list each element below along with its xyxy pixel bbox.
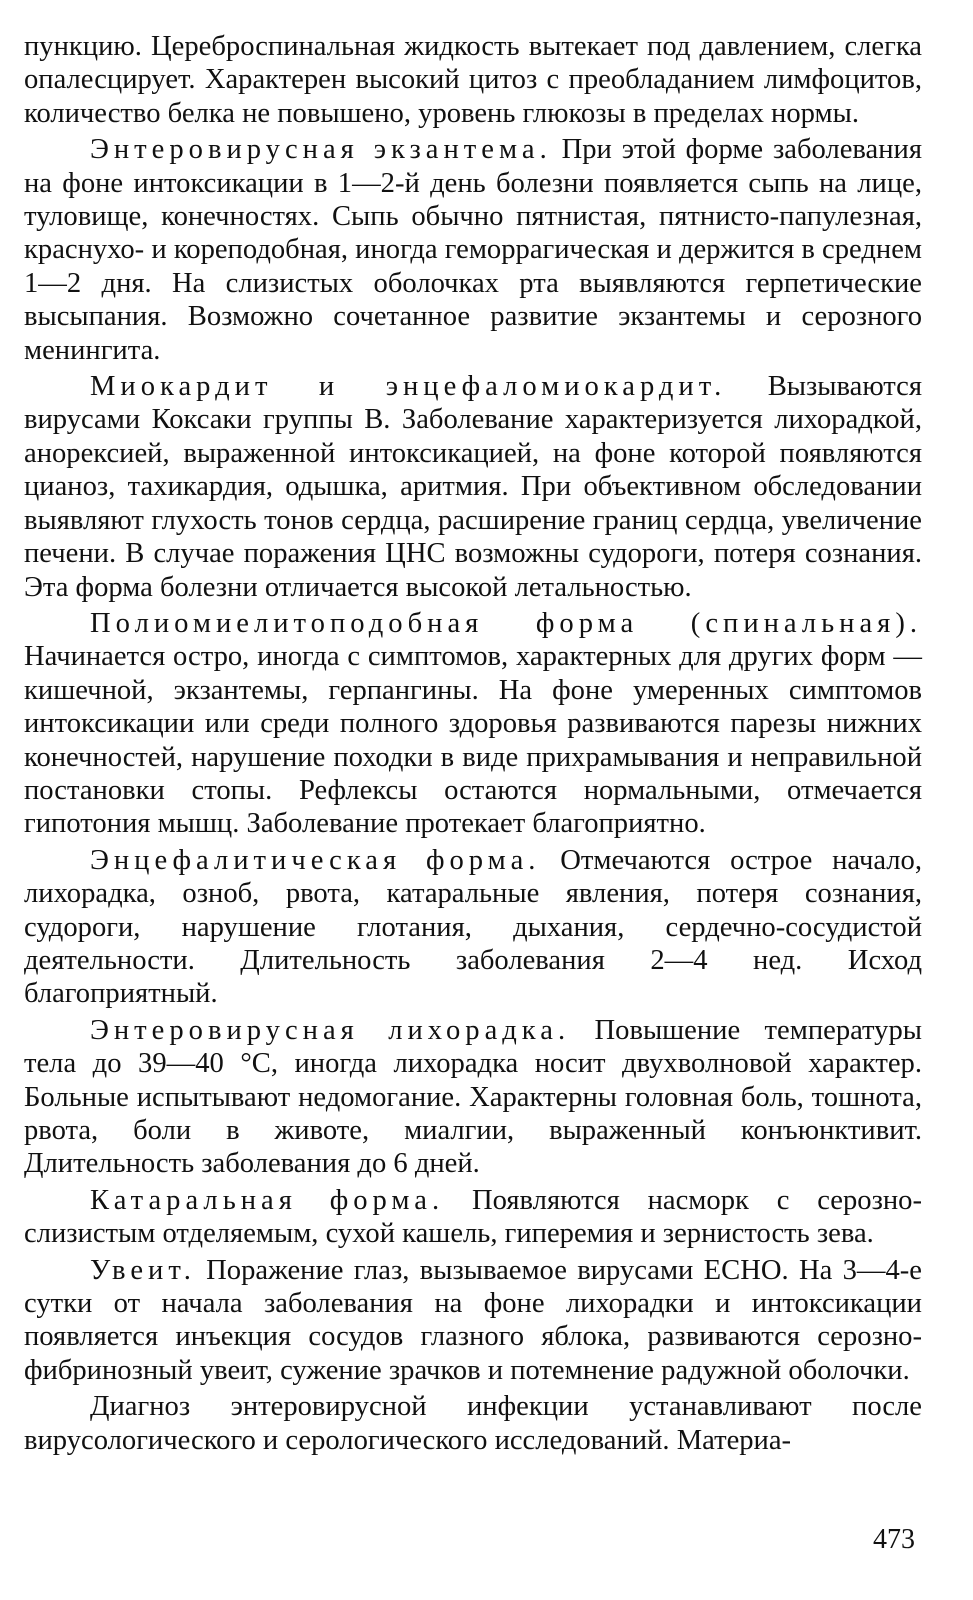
paragraph-text: Начинается остро, иногда с симптомов, характерных для других форм — кишечной, экзантемы, герпангины. На фоне умеренных симптомов интоксикации или среди полного здоровья развиваются парезы нижних конечностей, нарушение походки в виде прихрамывания и неправильной постановки стопы. Рефлексы остаются нормальными, отмечается гипотония мышц. Заболевание протекает благоприятно. <box>24 641 922 840</box>
paragraph-term: Энтеровирусная лихорадка. <box>90 1014 571 1046</box>
paragraph-catarrhal <box>24 1184 922 1251</box>
paragraph-csf-continuation <box>24 30 922 130</box>
paragraph-diagnosis <box>24 1390 922 1457</box>
paragraph-poliomyelitis-like <box>24 607 922 841</box>
paragraph-text: Диагноз энтеровирусной инфекции устанавливают после вирусологического и серологического исследований. Материа- <box>24 1391 922 1456</box>
paragraph-term: Энцефалитическая форма. <box>90 844 541 876</box>
paragraph-term: Катаральная форма. <box>90 1184 445 1216</box>
page-number: 473 <box>873 1524 915 1555</box>
paragraph-enteroviral-exanthema <box>24 133 922 367</box>
page-body <box>24 30 922 1457</box>
paragraph-myocarditis <box>24 370 922 604</box>
paragraph-encephalitic <box>24 844 922 1011</box>
paragraph-uveitis <box>24 1254 922 1388</box>
paragraph-text: пункцию. Цереброспинальная жидкость вытекает под давлением, слегка опалесцирует. Характерен высокий цитоз с преобладанием лимфоцитов, количество белка не повышено, уровень глюкозы в пределах нормы. <box>24 31 922 129</box>
paragraph-text: Появляются насморк с серозно-слизистым отделяемым, сухой кашель, гиперемия и зернистость зева. <box>24 1184 922 1250</box>
paragraph-text: При этой форме заболевания на фоне интоксикации в 1—2-й день болезни появляется сыпь на лице, туловище, конечностях. Сыпь обычно пятнистая, пятнисто-папулезная, краснухо- и кореподобная, иногда геморрагическая и держится в среднем 1—2 дня. На слизистых оболочках рта выявляются герпетические высыпания. Возможно сочетанное развитие экзантемы и серозного менингита. <box>24 134 922 366</box>
paragraph-text: Поражение глаз, вызываемое вирусами ЕСНО. На 3—4-е сутки от начала заболевания на фоне лихорадки и интоксикации появляется инъекция сосудов глазного яблока, развиваются серозно-фибринозный увеит, сужение зрачков и потемнение радужной оболочки. <box>24 1254 922 1386</box>
paragraph-term: Увеит. <box>90 1254 196 1286</box>
paragraph-text: Отмечаются острое начало, лихорадка, озноб, рвота, катаральные явления, потеря сознания, судороги, нарушение глотания, дыхания, сердечно-сосудистой деятельности. Длительность заболевания 2—4 нед. Исход благоприятный. <box>24 844 922 1010</box>
paragraph-enteroviral-fever <box>24 1014 922 1181</box>
paragraph-text: Повышение температуры тела до 39—40 °С, иногда лихорадка носит двухволновой характер. Больные испытывают недомогание. Характерны головная боль, тошнота, рвота, боли в животе, миалгии, выраженный конъюнктивит. Длительность заболевания до 6 дней. <box>24 1014 922 1180</box>
paragraph-term: Энтеровирусная экзантема. <box>90 134 552 166</box>
paragraph-text: Вызываются вирусами Коксаки группы В. Заболевание характеризуется лихорадкой, анорексией, выраженной интоксикацией, на фоне которой появляются цианоз, тахикардия, одышка, аритмия. При объективном обследовании выявляют глухость тонов сердца, расширение границ сердца, увеличение печени. В случае поражения ЦНС возможны судороги, потеря сознания. Эта форма болезни отличается высокой летальностью. <box>24 371 922 603</box>
paragraph-term: Миокардит и энцефаломиокардит. <box>90 371 727 403</box>
paragraph-term: Полиомиелитоподобная форма (спинальная). <box>90 607 922 639</box>
